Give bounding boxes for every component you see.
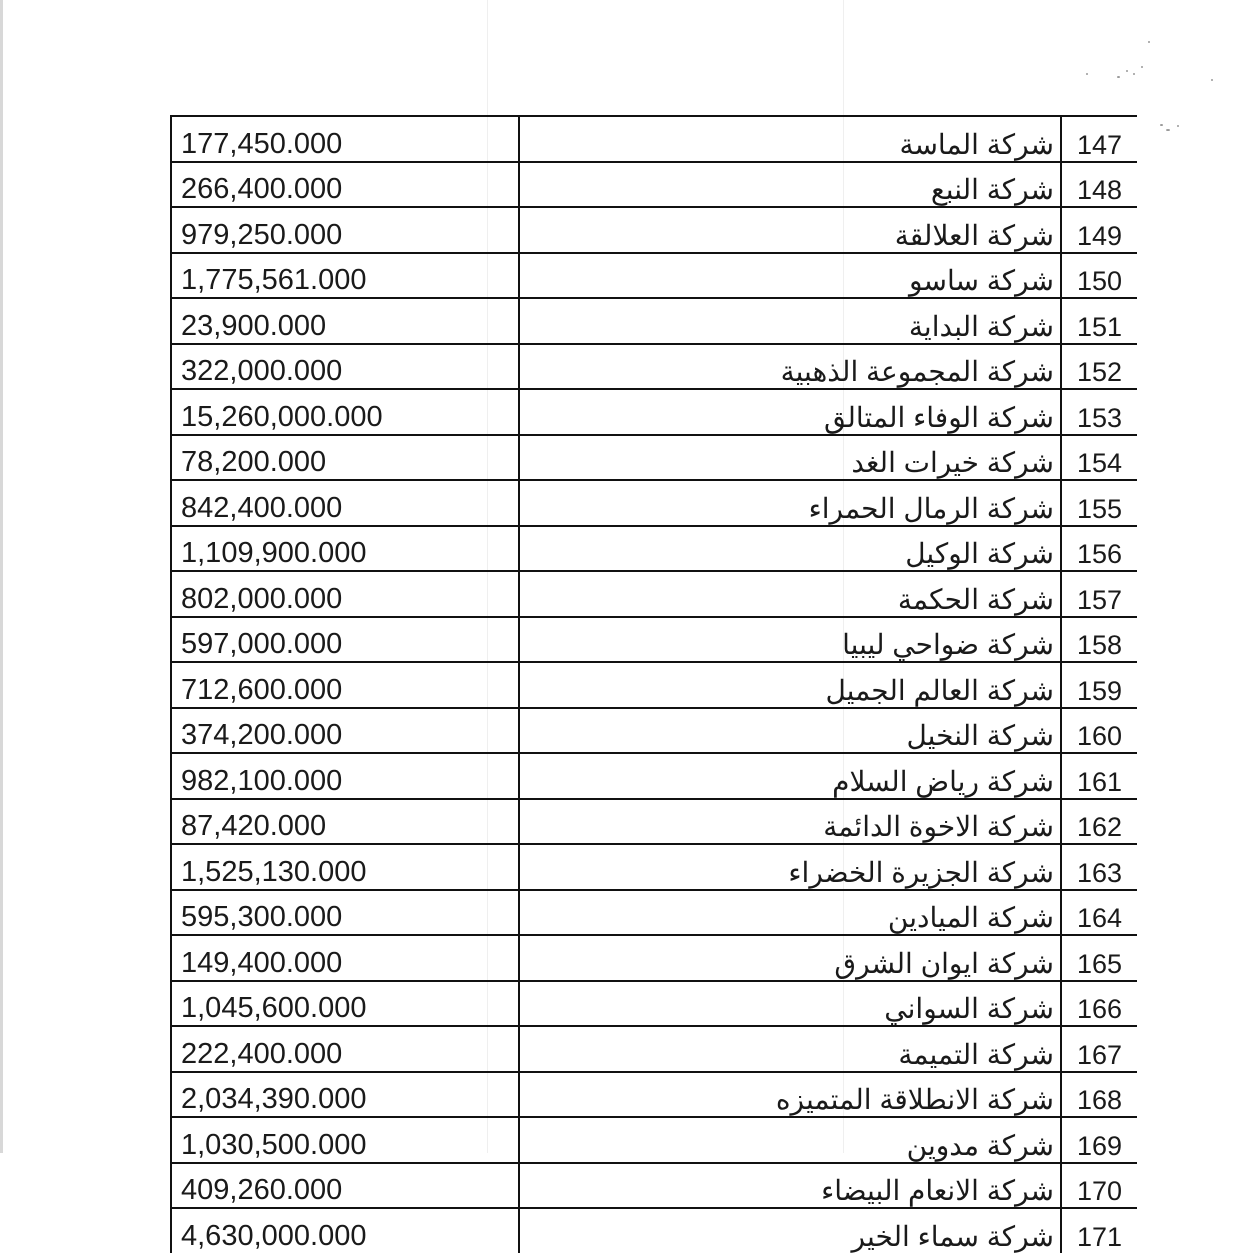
row-number-cell: 156	[1061, 526, 1137, 572]
table-row	[171, 253, 1137, 299]
row-number-cell: 159	[1061, 662, 1137, 708]
amount-cell: 2,034,390.000	[171, 1072, 519, 1118]
row-number-cell: 161	[1061, 753, 1137, 799]
amount-cell: 15,260,000.000	[171, 389, 519, 435]
table-row	[171, 662, 1137, 708]
amount-cell: 87,420.000	[171, 799, 519, 845]
company-name-cell: شركة السواني	[519, 981, 1061, 1027]
amount-cell: 842,400.000	[171, 480, 519, 526]
amount-cell: 712,600.000	[171, 662, 519, 708]
row-number-cell: 149	[1061, 207, 1137, 253]
row-number-cell: 170	[1061, 1163, 1137, 1209]
amount-cell: 1,030,500.000	[171, 1117, 519, 1163]
row-number-cell: 163	[1061, 844, 1137, 890]
company-name-cell: شركة الوفاء المتالق	[519, 389, 1061, 435]
row-number-cell: 171	[1076, 1221, 1123, 1252]
company-name-cell: شركة الوكيل	[519, 526, 1061, 572]
company-name-cell: شركة رياض السلام	[519, 753, 1061, 799]
amount-cell: 4,630,000.000	[171, 1208, 519, 1253]
table-body	[171, 116, 1137, 1253]
row-number-cell: 150	[1061, 253, 1137, 299]
table-row	[171, 162, 1137, 208]
row-number-cell: 158	[1061, 617, 1137, 663]
amount-cell: 177,450.000	[171, 116, 519, 162]
amount-cell: 802,000.000	[171, 571, 519, 617]
row-number-cell: 155	[1061, 480, 1137, 526]
scan-left-edge	[0, 0, 3, 1153]
amount-cell: 374,200.000	[171, 708, 519, 754]
table-row	[171, 708, 1137, 754]
table-row	[171, 571, 1137, 617]
company-name-cell: شركة النخيل	[519, 708, 1061, 754]
table-row	[171, 1072, 1137, 1118]
row-number-cell: 168	[1061, 1072, 1137, 1118]
row-number-cell: 162	[1061, 799, 1137, 845]
amount-cell: 1,109,900.000	[171, 526, 519, 572]
table-row	[171, 344, 1137, 390]
company-name-cell: شركة التميمة	[519, 1026, 1061, 1072]
amount-cell: 149,400.000	[171, 935, 519, 981]
amount-cell: 1,525,130.000	[171, 844, 519, 890]
table-row	[171, 435, 1137, 481]
row-number-cell: 167	[1061, 1026, 1137, 1072]
table-row	[171, 1117, 1137, 1163]
row-number-cell: 157	[1061, 571, 1137, 617]
company-name-cell: شركة العالم الجميل	[519, 662, 1061, 708]
amount-cell: 222,400.000	[171, 1026, 519, 1072]
row-number-cell: 153	[1061, 389, 1137, 435]
table-row	[171, 935, 1137, 981]
company-name-cell: شركة الانطلاقة المتميزه	[519, 1072, 1061, 1118]
row-number-cell: 148	[1061, 162, 1137, 208]
row-number-cell: 147	[1061, 116, 1137, 162]
company-name-cell: شركة الرمال الحمراء	[519, 480, 1061, 526]
company-name-cell: شركة الجزيرة الخضراء	[519, 844, 1061, 890]
company-name-cell: شركة سماء الخير	[519, 1208, 1061, 1253]
amount-cell: 23,900.000	[171, 298, 519, 344]
table-row	[171, 844, 1137, 890]
company-name-cell: شركة الميادين	[519, 890, 1061, 936]
company-name-cell: شركة البداية	[519, 298, 1061, 344]
table-row	[171, 890, 1137, 936]
table-row	[171, 1026, 1137, 1072]
row-number-cell: 160	[1061, 708, 1137, 754]
amount-cell: 597,000.000	[171, 617, 519, 663]
table-row	[171, 389, 1137, 435]
amount-cell: 979,250.000	[171, 207, 519, 253]
row-number-cell: 154	[1061, 435, 1137, 481]
company-name-cell: شركة العلالقة	[519, 207, 1061, 253]
table-row	[171, 116, 1137, 162]
table-row	[171, 1163, 1137, 1209]
table-row	[171, 298, 1137, 344]
amount-cell: 322,000.000	[171, 344, 519, 390]
row-number-cell: 169	[1061, 1117, 1137, 1163]
company-name-cell: شركة خيرات الغد	[519, 435, 1061, 481]
company-name-cell: شركة الماسة	[519, 116, 1061, 162]
row-number-cell: 165	[1061, 935, 1137, 981]
company-name-cell: شركة ايوان الشرق	[519, 935, 1061, 981]
row-number-cell: 152	[1061, 344, 1137, 390]
table-row	[171, 526, 1137, 572]
table-row	[171, 753, 1137, 799]
company-name-cell: شركة النبع	[519, 162, 1061, 208]
table-row	[171, 617, 1137, 663]
table-row	[171, 799, 1137, 845]
company-name-cell: شركة الاخوة الدائمة	[519, 799, 1061, 845]
amount-cell: 1,045,600.000	[171, 981, 519, 1027]
company-name-cell: شركة الحكمة	[519, 571, 1061, 617]
amount-cell: 266,400.000	[171, 162, 519, 208]
amount-cell: 982,100.000	[171, 753, 519, 799]
row-number-cell: 164	[1061, 890, 1137, 936]
amount-cell: 78,200.000	[171, 435, 519, 481]
row-number-cell: 166	[1061, 981, 1137, 1027]
company-name-cell: شركة ساسو	[519, 253, 1061, 299]
company-name-cell: شركة الانعام البيضاء	[519, 1163, 1061, 1209]
row-number-cell: 151	[1061, 298, 1137, 344]
company-amount-table	[170, 115, 1137, 1253]
table-row	[171, 1208, 1137, 1253]
amount-cell: 595,300.000	[171, 890, 519, 936]
amount-cell: 409,260.000	[171, 1163, 519, 1209]
company-name-cell: شركة مدوين	[519, 1117, 1061, 1163]
company-name-cell: شركة المجموعة الذهبية	[519, 344, 1061, 390]
table-row	[171, 981, 1137, 1027]
amount-cell: 1,775,561.000	[171, 253, 519, 299]
table-row	[171, 480, 1137, 526]
company-name-cell: شركة ضواحي ليبيا	[519, 617, 1061, 663]
table-row	[171, 207, 1137, 253]
